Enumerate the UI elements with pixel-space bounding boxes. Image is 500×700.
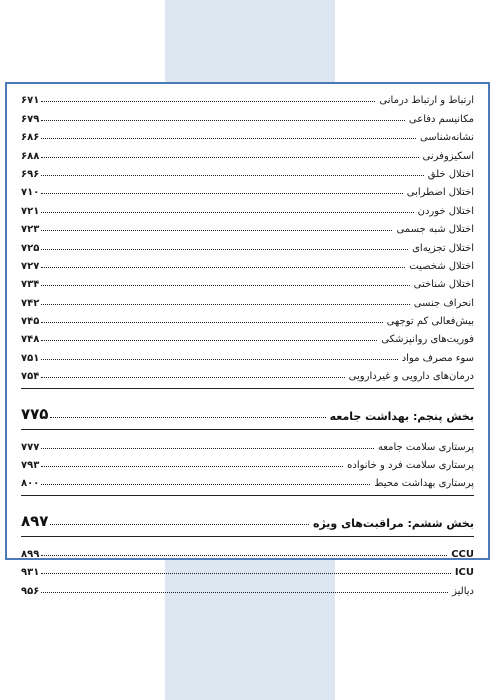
toc-entry-page: ۷۵۱: [21, 352, 40, 364]
toc-entry-page: ۶۹۶: [21, 168, 40, 180]
toc-entry[interactable]: [21, 560, 474, 578]
toc-entry[interactable]: [21, 106, 474, 124]
toc-entry[interactable]: [21, 309, 474, 327]
toc-entry[interactable]: [21, 217, 474, 235]
toc-entry[interactable]: [21, 327, 474, 345]
toc-group-critical-care: [21, 541, 474, 596]
toc-entry-title: اختلال خوردن: [417, 205, 474, 217]
toc-entry-title: اختلال شناختی: [413, 279, 474, 291]
toc-entry[interactable]: [21, 541, 474, 559]
toc-entry-title: نشانه‌شناسی: [419, 132, 474, 144]
dot-leader: [41, 175, 423, 176]
toc-entry-page: ۷۹۳: [21, 460, 40, 472]
toc-entry[interactable]: [21, 453, 474, 471]
toc-group-community-health: [21, 434, 474, 489]
section-divider: [21, 429, 474, 430]
toc-entry-page: ۷۲۱: [21, 205, 40, 217]
toc-entry-page: ۷۷۷: [21, 441, 40, 453]
toc-entry[interactable]: [21, 235, 474, 253]
dot-leader: [41, 101, 375, 102]
dot-leader: [41, 138, 416, 139]
toc-entry-title: اختلال خلق: [427, 168, 474, 180]
dot-leader: [41, 230, 392, 231]
dot-leader: [41, 267, 405, 268]
dot-leader: [41, 377, 344, 378]
section-page: ۸۹۷: [21, 512, 49, 531]
toc-entry[interactable]: [21, 578, 474, 596]
toc-entry[interactable]: [21, 125, 474, 143]
toc-panel: [5, 82, 490, 597]
toc-entry-page: ۷۴۸: [21, 334, 40, 346]
section-heading-community-health[interactable]: [21, 393, 474, 423]
toc-entry-title: پرستاری سلامت جامعه: [377, 441, 474, 453]
section-title: بخش پنجم: بهداشت جامعه: [329, 410, 474, 424]
toc-entry[interactable]: [21, 471, 474, 489]
toc-entry-page: ۶۸۶: [21, 132, 40, 144]
toc-entry[interactable]: [21, 364, 474, 382]
dot-leader: [41, 359, 397, 360]
toc-entry-page: ۷۲۳: [21, 224, 40, 236]
section-divider: [21, 536, 474, 537]
toc-entry[interactable]: [21, 290, 474, 308]
toc-entry-page: ۷۱۰: [21, 187, 40, 199]
toc-entry-title: اسکیزوفرنی: [422, 150, 474, 162]
toc-entry[interactable]: [21, 254, 474, 272]
toc-entry-title: پرستاری بهداشت محیط: [374, 478, 474, 490]
toc-entry-page: ۷۴۲: [21, 297, 40, 309]
section-heading-critical-care[interactable]: [21, 500, 474, 530]
toc-entry-title: اختلال اضطرابی: [406, 187, 474, 199]
toc-entry-title: اختلال شبه جسمی: [396, 224, 474, 236]
toc-entry-title: CCU: [451, 548, 474, 560]
dot-leader: [41, 448, 374, 449]
dot-leader: [41, 285, 409, 286]
section-title: بخش ششم: مراقبت‌های ویژه: [312, 517, 474, 531]
toc-entry[interactable]: [21, 162, 474, 180]
table-of-contents: [21, 88, 474, 597]
toc-entry-title: مکانیسم دفاعی: [408, 113, 474, 125]
dot-leader: [41, 340, 377, 341]
dot-leader: [41, 573, 451, 574]
toc-entry-page: ۷۳۴: [21, 279, 40, 291]
toc-entry-title: درمان‌های دارویی و غیردارویی: [348, 371, 474, 383]
dot-leader: [41, 484, 370, 485]
dot-leader: [41, 212, 413, 213]
dot-leader: [41, 592, 448, 593]
toc-entry-title: ICU: [454, 567, 474, 579]
toc-group-psychiatry: [21, 88, 474, 382]
toc-entry-page: ۸۰۰: [21, 478, 40, 490]
toc-entry[interactable]: [21, 434, 474, 452]
toc-entry-title: بیش‌فعالی کم توجهی: [386, 316, 474, 328]
dot-leader: [41, 304, 409, 305]
dot-leader: [41, 322, 382, 323]
toc-entry-page: ۸۹۹: [21, 548, 40, 560]
section-divider: [21, 495, 474, 496]
toc-entry-page: ۶۷۹: [21, 113, 40, 125]
dot-leader: [41, 120, 405, 121]
dot-leader: [41, 555, 447, 556]
toc-entry-title: انحراف جنسی: [413, 297, 474, 309]
toc-entry[interactable]: [21, 180, 474, 198]
toc-entry-page: ۷۲۵: [21, 242, 40, 254]
toc-entry-title: فوریت‌های روانپزشکی: [381, 334, 474, 346]
toc-entry-page: ۶۷۱: [21, 95, 40, 107]
section-divider: [21, 388, 474, 389]
toc-entry[interactable]: [21, 345, 474, 363]
toc-entry-page: ۷۵۴: [21, 371, 40, 383]
toc-entry-title: دیالیز: [452, 585, 474, 597]
toc-entry-page: ۷۲۷: [21, 260, 40, 272]
toc-entry-page: ۹۳۱: [21, 567, 40, 579]
toc-entry[interactable]: [21, 198, 474, 216]
toc-entry-title: ارتباط و ارتباط درمانی: [379, 95, 474, 107]
toc-entry-title: اختلال شخصیت: [409, 260, 474, 272]
toc-entry-page: ۷۴۵: [21, 316, 40, 328]
dot-leader: [50, 524, 308, 525]
toc-entry[interactable]: [21, 143, 474, 161]
dot-leader: [50, 417, 325, 418]
toc-entry-title: سوء مصرف مواد: [401, 352, 474, 364]
dot-leader: [41, 249, 408, 250]
toc-entry-page: ۶۸۸: [21, 150, 40, 162]
toc-entry-title: پرستاری سلامت فرد و خانواده: [347, 460, 474, 472]
section-page: ۷۷۵: [21, 405, 49, 424]
dot-leader: [41, 157, 418, 158]
toc-entry[interactable]: [21, 272, 474, 290]
toc-entry-page: ۹۵۶: [21, 585, 40, 597]
toc-entry-title: اختلال تجزیه‌ای: [412, 242, 474, 254]
dot-leader: [41, 193, 402, 194]
toc-entry[interactable]: [21, 88, 474, 106]
dot-leader: [41, 466, 343, 467]
